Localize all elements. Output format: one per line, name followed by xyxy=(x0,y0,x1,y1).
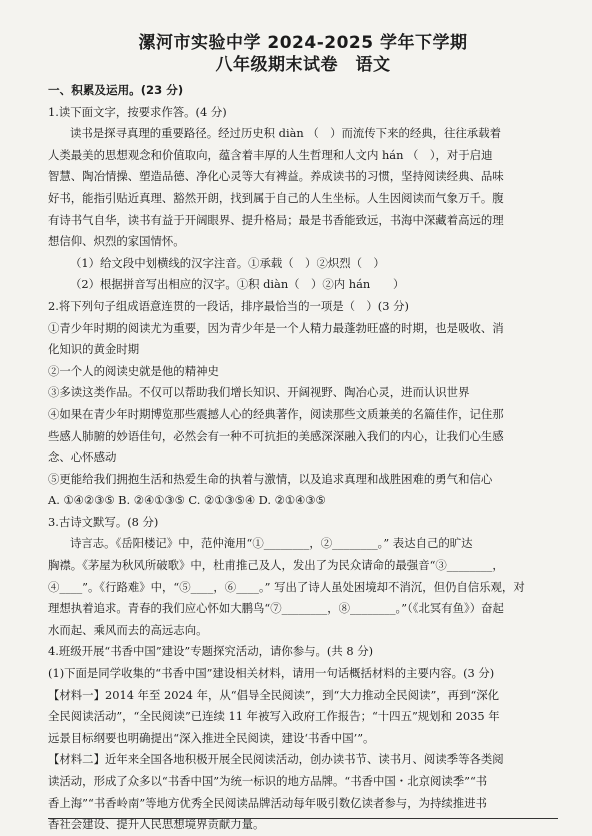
material-line: 香社会建设、提升人民思想境界贡献力量。 xyxy=(48,817,265,832)
question-1-sub2: （2）根据拼音写出相应的汉字。①积 diàn（ ）②内 hán ） xyxy=(70,277,405,292)
sentence-item: 些感人肺腑的妙语佳句，必然会有一种不可抗拒的美感深深融入我们的内心，让我们心生感 xyxy=(48,428,504,443)
passage-line: 想信仰、炽烈的家国情怀。 xyxy=(48,234,185,249)
page-bottom-rule xyxy=(48,818,558,819)
sentence-item: ①青少年时期的阅读尤为重要，因为青少年是一个人精力最蓬勃旺盛的时期，也是吸收、消 xyxy=(48,320,504,335)
question-4-label: 4.班级开展“书香中国”建设”专题探究活动，请你参与。(共 8 分) xyxy=(48,644,374,659)
question-1-passage xyxy=(48,123,558,253)
sentence-item: 化知识的黄金时期 xyxy=(48,342,140,357)
poem-line: 诗言志。《岳阳楼记》中，范仲淹用“①________，②________。” 表达自己的旷达 xyxy=(70,536,473,551)
material-line: 全民阅读活动”，“全民阅读”已连续 11 年被写入政府工作报告；“十四五”规划和 2035 年 xyxy=(48,709,500,724)
material-line: 读活动，形成了众多以“书香中国”为统一标识的地方品牌。“书香中国・北京阅读季”“书 xyxy=(48,774,488,788)
material-line: 香上海”“书香岭南”等地方优秀全民阅读品牌活动每年吸引数亿读者参与，为持续推进书 xyxy=(48,795,487,810)
question-2-items xyxy=(48,318,558,491)
poem-line: 理想执着追求。青春的我们应心怀如大鹏鸟“⑦________，⑧________。”（《北冥有鱼》）奋起 xyxy=(48,601,504,616)
sentence-item: ④如果在青少年时期博览那些震撼人心的经典著作，阅读那些文质兼美的名篇佳作，记住那 xyxy=(48,406,504,421)
question-2-options: A. ①④②③⑤ B. ②④①③⑤ C. ②①③⑤④ D. ②①④③⑤ xyxy=(48,493,326,508)
question-3-body xyxy=(48,533,558,641)
poem-line: 胸襟。《茅屋为秋风所破歌》中，杜甫推己及人，发出了为民众请命的最强音“③________， xyxy=(48,558,504,573)
material-line: 远景目标纲要也明确提出“深入推进全民阅读，建设‘书香中国’”。 xyxy=(48,730,375,745)
passage-line: 有诗书气自华，读书有益于开阔眼界、提升格局；最是书香能致远，书海中深藏着高远的理 xyxy=(48,212,504,227)
passage-line: 读书是探寻真理的重要路径。经过历史积 diàn （ ）而流传下来的经典，往往承载着 xyxy=(70,126,501,141)
passage-line: 好书，能指引贴近真理、豁然开朗，找到属于自己的人生坐标。人生因阅读而气象万千。腹 xyxy=(48,190,504,205)
question-2-label: 2.将下列句子组成语意连贯的一段话，排序最恰当的一项是（ ）(3 分) xyxy=(48,298,409,313)
material-line: 【材料一】2014 年至 2024 年，从“倡导全民阅读”，到“大力推动全民阅读”，再到“深化 xyxy=(48,687,500,702)
question-1-sub1: （1）给文段中划横线的汉字注音。①承载（ ）②炽烈（ ） xyxy=(70,255,385,270)
question-4-sub1: (1)下面是同学收集的“书香中国”建设相关材料，请用一句话概括材料的主要内容。(3 分) xyxy=(48,666,495,681)
question-3-label: 3.古诗文默写。(8 分) xyxy=(48,514,159,529)
question-1-label: 1.读下面文字，按要求作答。(4 分) xyxy=(48,104,227,119)
material-line: 【材料二】近年来全国各地积极开展全民阅读活动，创办读书节、读书月、阅读季等各类阅 xyxy=(48,752,504,767)
passage-line: 人类最美的思想观念和价值取向，蕴含着丰厚的人生哲理和人文内 hán （ ），对于启迪 xyxy=(48,147,493,162)
sentence-item: ⑤更能给我们拥抱生活和热爱生命的执着与激情，以及追求真理和战胜困难的勇气和信心 xyxy=(48,471,493,486)
sentence-item: 念、心怀感动 xyxy=(48,450,117,465)
section-heading: 一、积累及运用。(23 分) xyxy=(48,83,184,97)
material-1 xyxy=(48,685,558,750)
sentence-item: ②一个人的阅读史就是他的精神史 xyxy=(48,363,219,378)
poem-line: ④____”。《行路难》中，“⑤____，⑥____。” 写出了诗人虽处困境却不消沉，但仍自信乐观，对 xyxy=(48,579,525,594)
material-2 xyxy=(48,749,558,835)
poem-line: 水而起、乘风而去的高远志向。 xyxy=(48,622,208,637)
passage-line: 智慧、陶冶情操、塑造品德、净化心灵等大有裨益。养成读书的习惯，坚持阅读经典、品味 xyxy=(48,169,504,184)
exam-title: 漯河市实验中学 2024-2025 学年下学期 xyxy=(138,33,468,53)
sentence-item: ③多读这类作品。不仅可以帮助我们增长知识、开阔视野、陶冶心灵，进而认识世界 xyxy=(48,385,470,400)
exam-subtitle: 八年级期末试卷 语文 xyxy=(215,55,391,75)
